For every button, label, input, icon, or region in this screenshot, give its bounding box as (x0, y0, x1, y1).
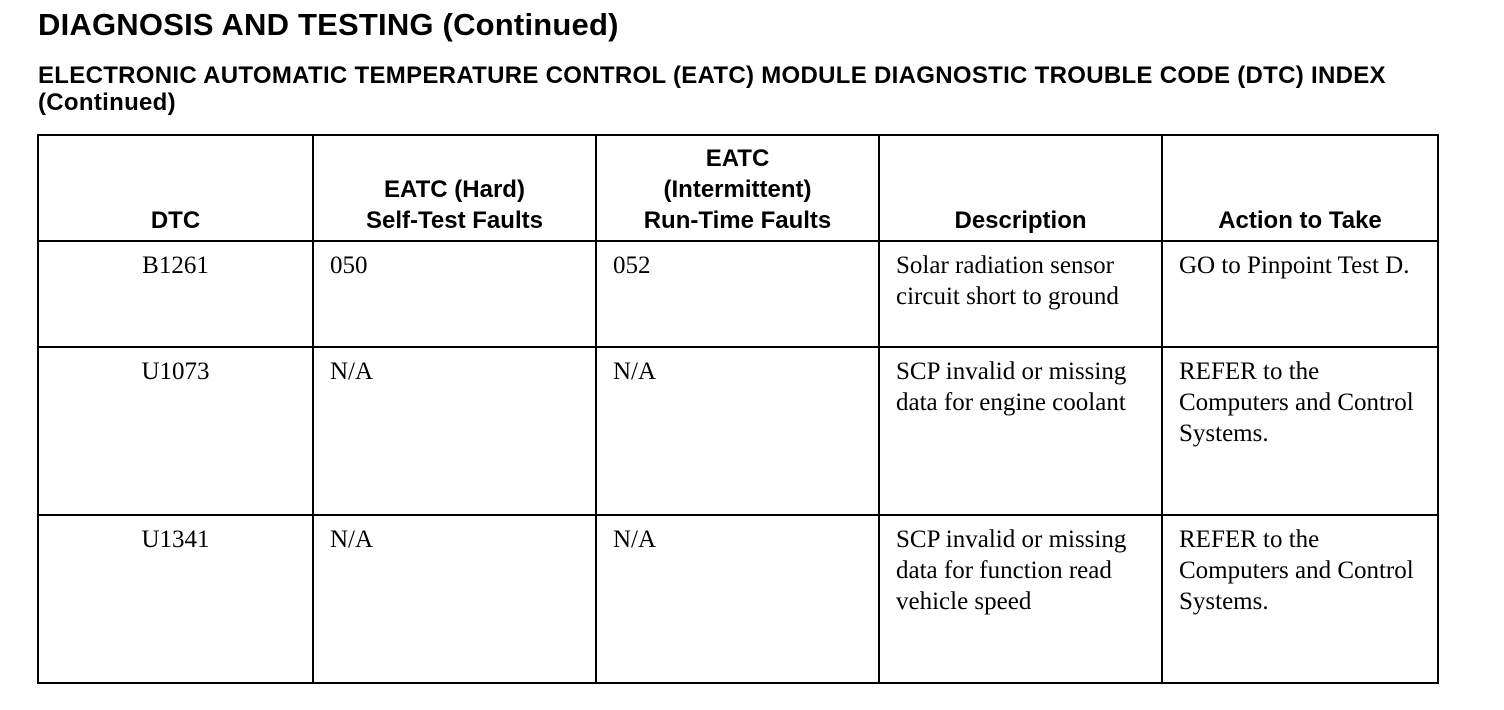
cell-action: REFER to the Computers and Control Systems. (1162, 515, 1438, 683)
cell-description: SCP invalid or missing data for engine coolant (879, 347, 1162, 515)
cell-action: GO to Pinpoint Test D. (1162, 241, 1438, 347)
column-header-description-label: Description (954, 207, 1087, 234)
column-header-intermittent-line2: (Intermittent) (663, 176, 812, 203)
column-header-description (879, 135, 1162, 241)
column-header-intermittent-faults (596, 135, 879, 241)
dtc-index-table (37, 134, 1439, 684)
column-header-intermittent-line3: Run-Time Faults (643, 207, 832, 234)
cell-intermittent-fault: N/A (596, 347, 879, 515)
table-row (38, 347, 1438, 515)
cell-dtc: B1261 (38, 241, 313, 347)
page-title: DIAGNOSIS AND TESTING (Continued) (38, 7, 619, 42)
table-row (38, 515, 1438, 683)
cell-description: SCP invalid or missing data for function read vehicle speed (879, 515, 1162, 683)
cell-intermittent-fault: N/A (596, 515, 879, 683)
table-row (38, 241, 1438, 347)
cell-action: REFER to the Computers and Control Systems. (1162, 347, 1438, 515)
cell-hard-fault: N/A (313, 515, 596, 683)
cell-intermittent-fault: 052 (596, 241, 879, 347)
column-header-hard-line2: Self-Test Faults (366, 207, 543, 234)
column-header-action-label: Action to Take (1218, 207, 1382, 234)
cell-hard-fault: 050 (313, 241, 596, 347)
section-title: ELECTRONIC AUTOMATIC TEMPERATURE CONTROL (EATC) MODULE DIAGNOSTIC TROUBLE CODE (DTC) INDEX (Continued) (38, 62, 1386, 116)
column-header-hard-faults (313, 135, 596, 241)
column-header-dtc-label: DTC (150, 207, 201, 234)
cell-description: Solar radiation sensor circuit short to ground (879, 241, 1162, 347)
column-header-intermittent-line1: EATC (705, 145, 770, 172)
cell-dtc: U1073 (38, 347, 313, 515)
table-header-row (38, 135, 1438, 241)
cell-hard-fault: N/A (313, 347, 596, 515)
column-header-dtc (38, 135, 313, 241)
cell-dtc: U1341 (38, 515, 313, 683)
column-header-hard-line1: EATC (Hard) (384, 176, 525, 203)
column-header-action (1162, 135, 1438, 241)
